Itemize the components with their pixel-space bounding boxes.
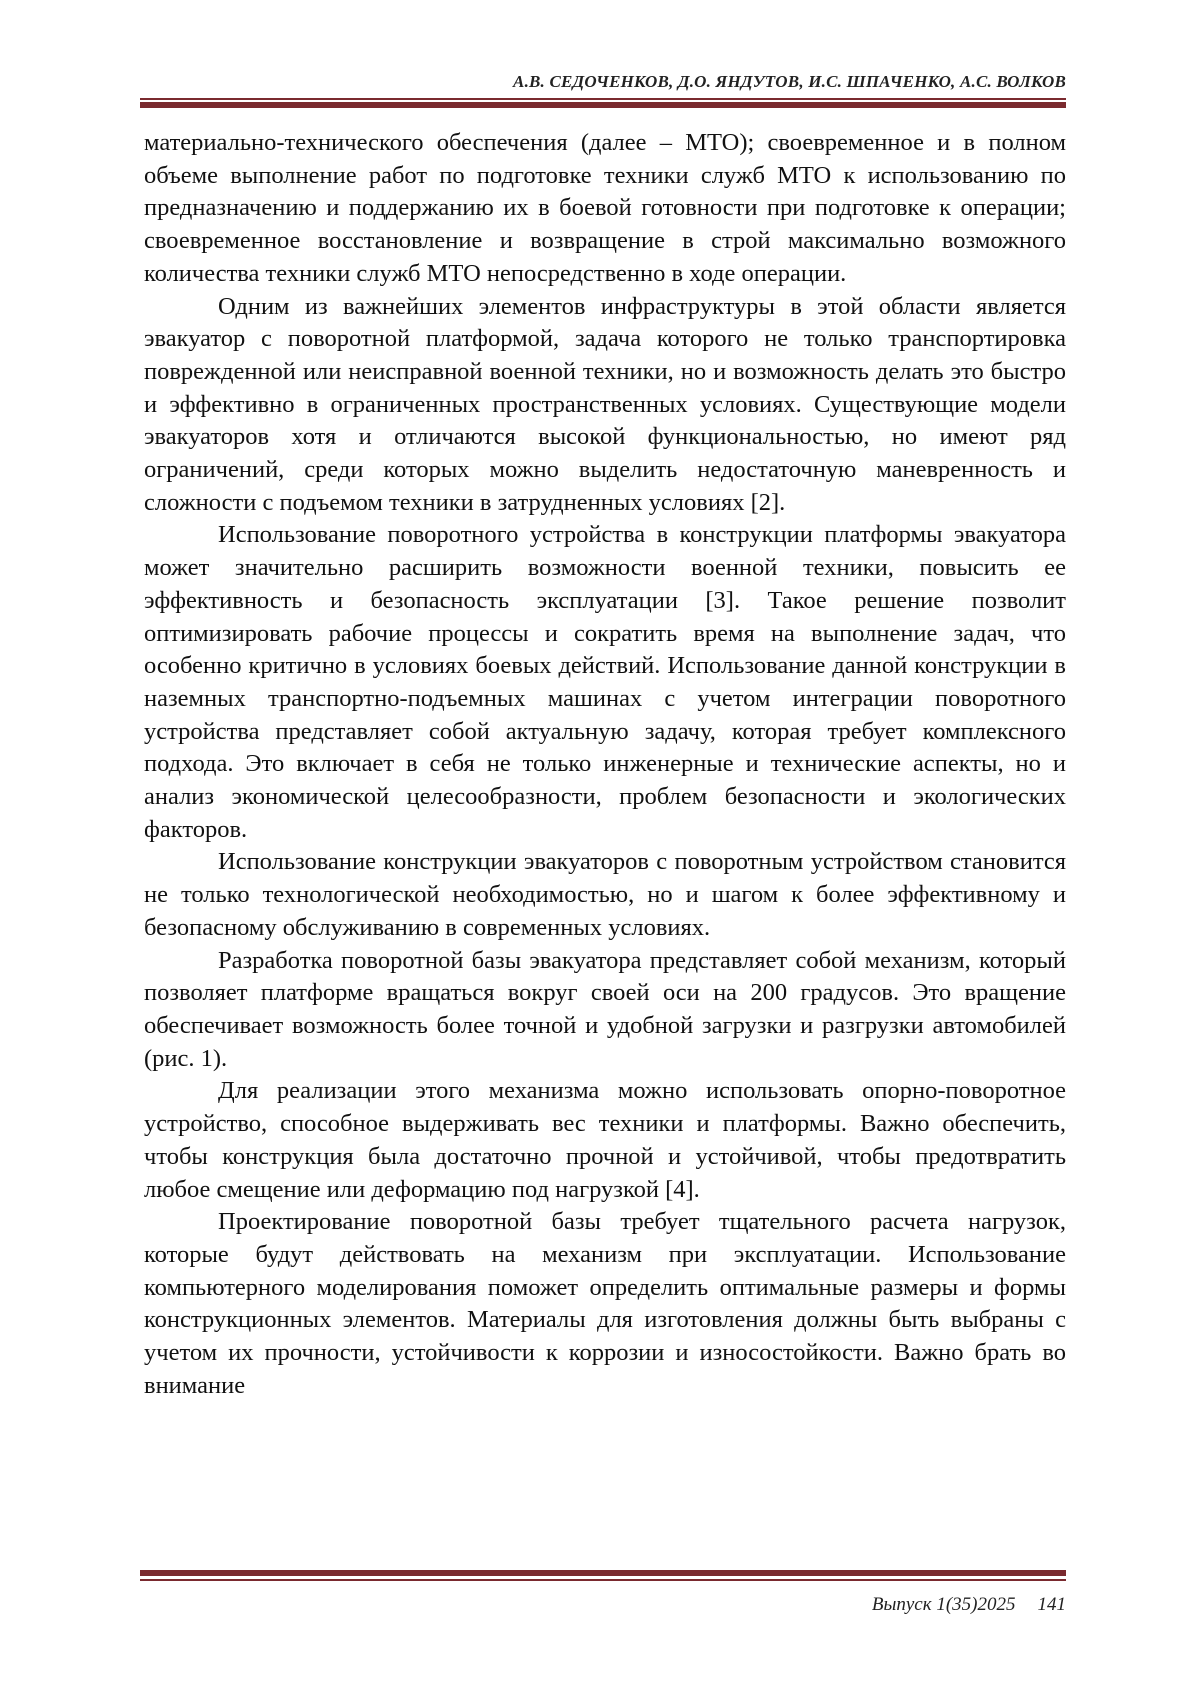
footer-rule-thin <box>140 1579 1066 1581</box>
header-rule-thin <box>140 98 1066 100</box>
running-footer <box>872 1594 1066 1616</box>
paragraph: Использование поворотного устройства в конструкции платформы эвакуатора может значительно расширить возможности военной техники, повысить ее эффективность и безопасность эксплуатации [3]. Такое решение позволит оптимизировать рабочие процессы и сократить время на выполнение задач, что особенно критично в условиях боевых действий. Использование данной конструкции в наземных транспортно-подъемных машинах с учетом интеграции поворотного устройства представляет собой актуальную задачу, которая требует комплексного подхода. Это включает в себя не только инженерные и технические аспекты, но и анализ экономической целесообразности, проблем безопасности и экологических факторов. <box>144 521 1066 843</box>
footer-rule-thick <box>140 1570 1066 1576</box>
header-rule-thick <box>140 102 1066 108</box>
paragraph: Разработка поворотной базы эвакуатора представляет собой механизм, который позволяет платформе вращаться вокруг своей оси на 200 градусов. Это вращение обеспечивает возможность более точной и удобной загрузки и разгрузки автомобилей (рис. 1). <box>144 946 1066 1072</box>
running-header-authors: А.В. СЕДОЧЕНКОВ, Д.О. ЯНДУТОВ, И.С. ШПАЧЕНКО, А.С. ВОЛКОВ <box>513 72 1066 91</box>
issue-label: Выпуск 1(35)2025 <box>871 1594 1016 1615</box>
paragraph: Использование конструкции эвакуаторов с поворотным устройством становится не только технологической необходимостью, но и шагом к более эффективному и безопасному обслуживанию в современных условиях. <box>144 848 1066 941</box>
page-number: 141 <box>1037 1594 1066 1615</box>
article-body <box>144 127 1066 1402</box>
paragraph-continued: материально-технического обеспечения (далее – МТО); своевременное и в полном объеме выполнение работ по подготовке техники служб МТО к использованию по предназначению и поддержанию их в боевой готовности при подготовке к операции; своевременное восстановление и возвращение в строй максимально возможного количества техники служб МТО непосредственно в ходе операции. <box>144 129 1066 287</box>
paragraph: Проектирование поворотной базы требует тщательного расчета нагрузок, которые будут действовать на механизм при эксплуатации. Использование компьютерного моделирования поможет определить оптимальные размеры и формы конструкционных элементов. Материалы для изготовления должны быть выбраны с учетом их прочности, устойчивости к коррозии и износостойкости. Важно брать во внимание <box>144 1208 1066 1399</box>
paragraph: Для реализации этого механизма можно использовать опорно-поворотное устройство, способное выдерживать вес техники и платформы. Важно обеспечить, чтобы конструкция была достаточно прочной и устойчивой, чтобы предотвратить любое смещение или деформацию под нагрузкой [4]. <box>144 1077 1066 1203</box>
paragraph: Одним из важнейших элементов инфраструктуры в этой области является эвакуатор с поворотной платформой, задача которого не только транспортировка поврежденной или неисправной военной техники, но и возможность делать это быстро и эффективно в ограниченных пространственных условиях. Существующие модели эвакуаторов хотя и отличаются высокой функциональностью, но имеют ряд ограничений, среди которых можно выделить недостаточную маневренность и сложности с подъемом техники в затрудненных условиях [2]. <box>144 292 1066 516</box>
